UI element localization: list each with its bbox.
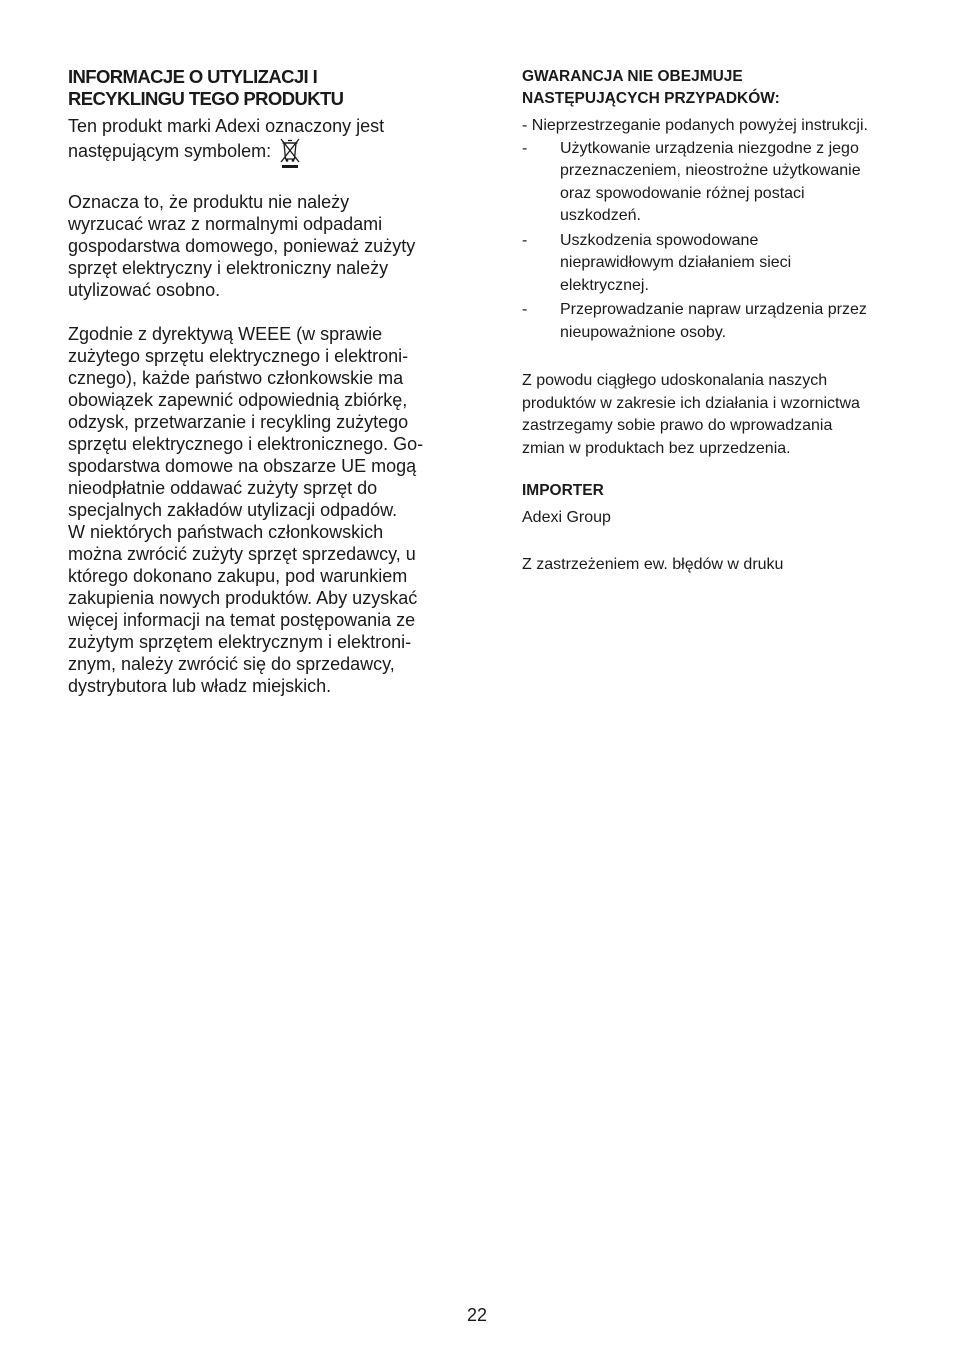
warranty-heading-text: GWARANCJA NIE OBEJMUJE NASTĘPUJĄCYCH PRZYPADKÓW: bbox=[522, 68, 780, 107]
bullet-dash: - bbox=[522, 231, 528, 249]
spacer bbox=[522, 346, 922, 370]
weee-directive-paragraph: Zgodnie z dyrektywą WEEE (w sprawie zużytego sprzętu elektrycznego i elektroni- cznego), każde państwo członkowskie ma obowiązek zapewnić odpowiednią zbiórkę, odzysk, przetwarzanie i recykling zużytego sprzętu elektrycznego i elektronicznego. Go- spodarstwa domowe na obszarze UE mogą nieodpłatnie oddawać zużyty sprzęt do specjalnych zakładów utylizacji odpadów. W niektórych państwach członkowskich można zwrócić zużyty sprzęt sprzedawcy, u którego dokonano zakupu, pod warunkiem zakupienia nowych produktów. Aby uzyskać więcej informacji na temat postępowania ze zużytym sprzętem elektrycznym i elektroni- znym, należy zwrócić się do sprzedawcy, dystrybutora lub władz miejskich. bbox=[68, 324, 424, 696]
spacer bbox=[522, 460, 922, 480]
printing-errors-disclaimer: Z zastrzeżeniem ew. błędów w druku bbox=[522, 555, 784, 573]
warranty-bullet-item bbox=[522, 230, 922, 298]
disposal-paragraph-1: Oznacza to, że produktu nie należy wyrzucać wraz z normalnymi odpadami gospodarstwa domowego, ponieważ zużyty sprzęt elektryczny i elektroniczny należy utylizować osobno. bbox=[68, 192, 416, 300]
bullet-text: Przeprowadzanie napraw urządzenia przez nieupoważnione osoby. bbox=[560, 301, 867, 341]
bullet-text: Użytkowanie urządzenia niezgodne z jego przeznaczeniem, nieostrożne użytkowanie oraz spowodowanie różnej postaci uszkodzeń. bbox=[560, 139, 861, 224]
page-number: 22 bbox=[466, 1305, 488, 1325]
bullet-text: Uszkodzenia spowodowane nieprawidłowym działaniem sieci elektrycznej. bbox=[560, 231, 792, 294]
bullet-dash: - bbox=[522, 139, 528, 157]
disposal-heading-text: INFORMACJE O UTYLIZACJI I RECYKLINGU TEGO PRODUKTU bbox=[68, 66, 344, 109]
right-column bbox=[522, 66, 922, 576]
warranty-bullet-item bbox=[522, 299, 922, 344]
spacer bbox=[522, 530, 922, 554]
importer-heading: IMPORTER bbox=[522, 482, 604, 499]
disposal-heading bbox=[68, 66, 468, 110]
importer-name: Adexi Group bbox=[522, 509, 611, 526]
bullet-dash: - bbox=[522, 301, 528, 318]
intro-paragraph bbox=[68, 115, 468, 169]
warranty-bullet-item bbox=[522, 138, 922, 228]
warranty-intro-item: - Nieprzestrzeganie podanych powyżej instrukcji. bbox=[522, 117, 868, 134]
left-column bbox=[68, 66, 468, 719]
product-changes-notice: Z powodu ciągłego udoskonalania naszych produktów w zakresie ich działania i wzornictwa zastrzegamy sobie prawo do wprowadzania zmian w produktach bez uprzedzenia. bbox=[522, 372, 860, 457]
intro-text: Ten produkt marki Adexi oznaczony jest następującym symbolem: bbox=[68, 116, 385, 161]
warranty-heading bbox=[522, 66, 922, 110]
weee-crossed-bin-icon bbox=[277, 137, 303, 169]
